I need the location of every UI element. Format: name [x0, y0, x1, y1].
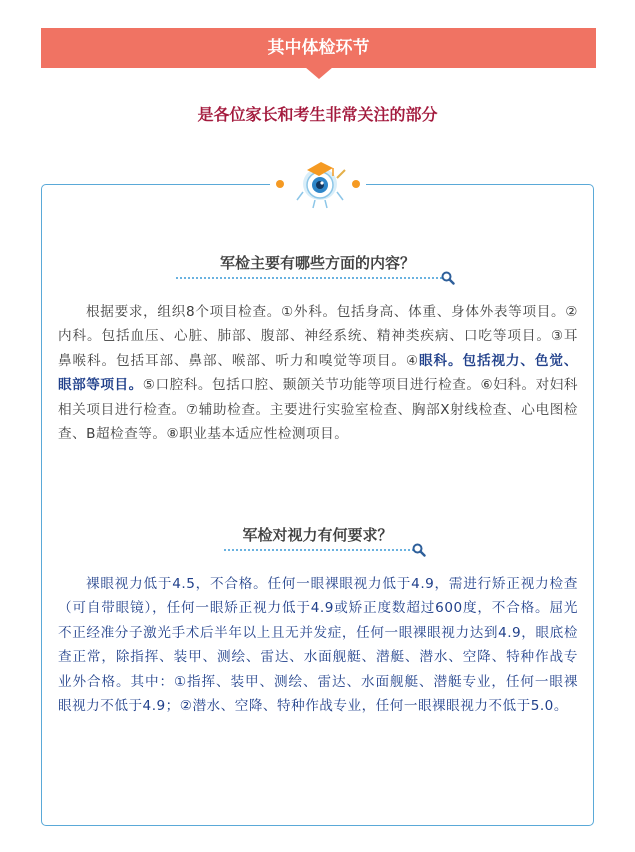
right-accent-dot	[352, 180, 360, 188]
magnifier-icon	[441, 271, 455, 285]
answer-1-text-a: 根据要求，组织8个项目检查。①外科。包括身高、体重、身体外表等项目。②内科。包括血压、心脏、肺部、腹部、神经系统、精神类疾病、口吃等项目。③耳鼻喉科。包括耳部、鼻部、喉部、听力和嗅觉等项目。④	[58, 304, 578, 369]
left-accent-dot	[276, 180, 284, 188]
answer-1-text-b: ⑤口腔科。包括口腔、颞颌关节功能等项目进行检查。⑥妇科。对妇科相关项目进行检查。⑦辅助检查。主要进行实验室检查、胸部X射线检查、心电图检查、B超检查等。⑧职业基本适应性检测项目。	[58, 377, 579, 443]
eye-mascot-icon	[289, 152, 351, 212]
banner-notch	[305, 67, 333, 79]
banner-title: 其中体检环节	[267, 38, 370, 58]
content-card	[41, 184, 594, 826]
question-title-2: 军检对视力有何要求？	[242, 526, 393, 544]
answer-1-highlight: 眼科。包括视力、色觉、眼部等项目。	[58, 352, 579, 394]
question-title-1: 军检主要有哪些方面的内容？	[219, 254, 415, 272]
answer-paragraph-1	[58, 300, 578, 446]
question-underline-2	[224, 549, 414, 551]
section-banner	[41, 28, 596, 68]
question-underline-1	[176, 277, 442, 279]
answer-paragraph-2: 裸眼视力低于4.5，不合格。任何一眼裸眼视力低于4.9，需进行矫正视力检查（可自带眼镜），任何一眼矫正视力低于4.9或矫正度数超过600度，不合格。屈光不正经准分子激光手术后半年以上且无并发症，任何一眼裸眼视力达到4.9，眼底检查正常，除指挥、装甲、测绘、雷达、水面舰艇、潜艇、潜水、空降、特种作战专业外合格。其中：①指挥、装甲、测绘、雷达、水面舰艇、潜艇专业，任何一眼裸眼视力不低于4.9；②潜水、空降、特种作战专业，任何一眼裸眼视力不低于5.0。	[58, 576, 578, 715]
subtitle: 是各位家长和考生非常关注的部分	[197, 105, 438, 124]
magnifier-icon	[412, 543, 426, 557]
